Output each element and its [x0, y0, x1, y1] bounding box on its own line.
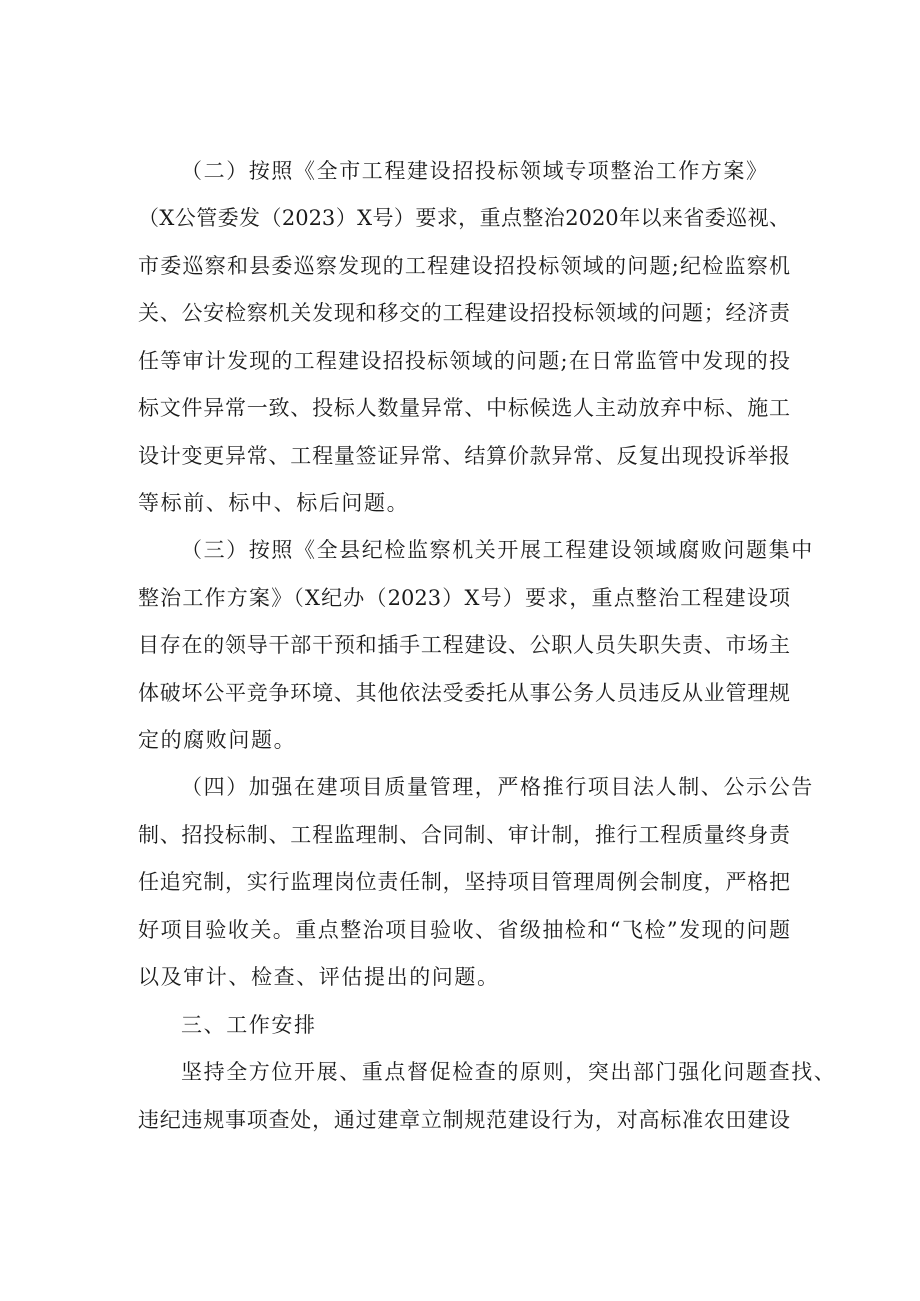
text-line: （X公管委发（2023）X号）要求，重点整治2020年以来省委巡视、 [138, 206, 790, 230]
text-line: 坚持全方位开展、重点督促检查的原则，突出部门强化问题查找、 [181, 1060, 837, 1084]
text-line: 市委巡察和县委巡察发现的工程建设招投标领域的问题;纪检监察机 [138, 254, 790, 278]
text-line: （二）按照《全市工程建设招投标领域专项整治工作方案》 [181, 159, 769, 183]
section-title: 三、工作安排 [181, 1013, 317, 1037]
text-line: 设计变更异常、工程量签证异常、结算价款异常、反复出现投诉举报 [138, 444, 790, 468]
text-line: 标文件异常一致、投标人数量异常、中标候选人主动放弃中标、施工 [138, 396, 790, 420]
text-line: 任等审计发现的工程建设招投标领域的问题;在日常监管中发现的投 [138, 349, 790, 373]
text-line: 定的腐败问题。 [138, 728, 297, 752]
text-line: 目存在的领导干部干预和插手工程建设、公职人员失职失责、市场主 [138, 633, 790, 657]
text-line: （三）按照《全县纪检监察机关开展工程建设领域腐败问题集中 [181, 538, 814, 562]
text-line: 任追究制，实行监理岗位责任制，坚持项目管理周例会制度，严格把 [138, 870, 790, 894]
text-line: 体破坏公平竞争环境、其他依法受委托从事公务人员违反从业管理规 [138, 681, 790, 705]
text-line: 好项目验收关。重点整治项目验收、省级抽检和“飞检”发现的问题 [138, 918, 790, 942]
text-line: 等标前、标中、标后问题。 [138, 491, 410, 515]
text-line: 违纪违规事项查处，通过建章立制规范建设行为，对高标准农田建设 [138, 1108, 790, 1132]
text-line: 制、招投标制、工程监理制、合同制、审计制，推行工程质量终身责 [138, 823, 790, 847]
text-line: 整治工作方案》（X纪办（2023）X号）要求，重点整治工程建设项 [138, 586, 790, 610]
text-line: 关、公安检察机关发现和移交的工程建设招投标领域的问题；经济责 [138, 301, 790, 325]
text-line: 以及审计、检查、评估提出的问题。 [138, 965, 500, 989]
text-line: （四）加强在建项目质量管理，严格推行项目法人制、公示公告 [181, 775, 814, 799]
